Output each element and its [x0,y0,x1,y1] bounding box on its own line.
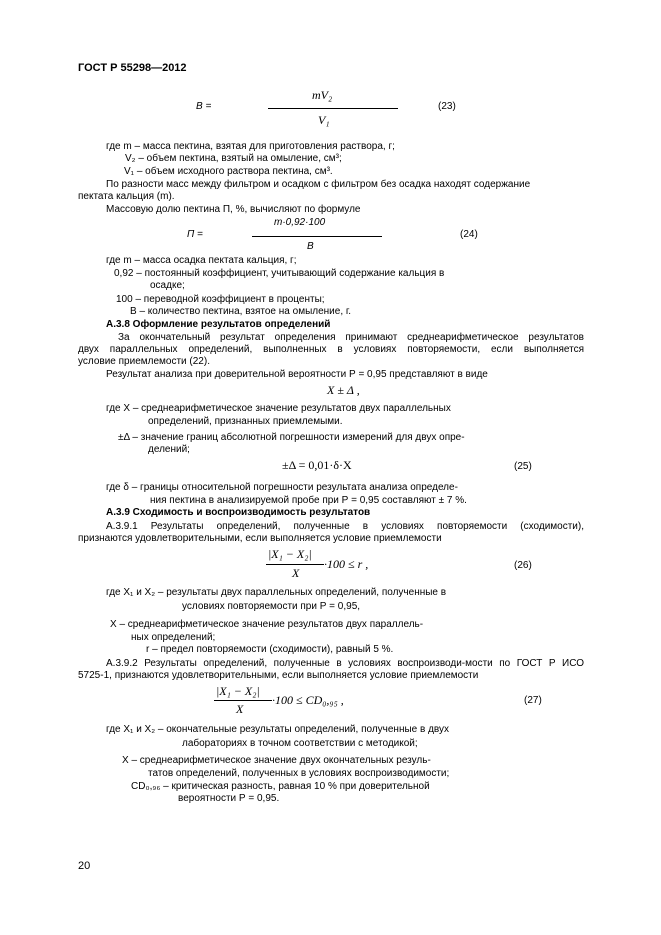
eq23-fraction-line [268,108,398,109]
result-formula: X ± Δ , [327,383,360,397]
eq26-where-line: X – среднеарифметическое значение результатов двух параллель- [110,619,424,630]
eq23-where-line: V₁ – объем исходного раствора пектина, см³. [124,166,333,177]
eq25-where-line: где δ – границы относительной погрешности результата анализа определе- [106,482,458,493]
eq26-where-line: r – предел повторяемости (сходимости), равный 5 %. [146,644,394,655]
paragraph-line: Результат анализа при доверительной вероятности Р = 0,95 представляют в виде [106,369,488,380]
eq26-fraction-line [266,564,324,565]
sec-a38-where-line: где X – среднеарифметическое значение результатов двух параллельных [106,403,451,414]
eq24-numerator: m·0,92·100 [274,217,326,228]
paragraph-line: 5725-1, признаются удовлетворительными, если выполняется условие приемлемости [78,670,479,681]
page-number: 20 [78,860,91,872]
eq27-where-line: вероятности Р = 0,95. [178,793,280,804]
eq23-where-line: V₂ – объем пектина, взятый на омыление, см³; [125,153,342,164]
eq24-denominator: В [307,241,314,252]
sec-a38-where-line: ±Δ – значение границ абсолютной погрешности измерений для двух опре- [118,432,465,443]
section-heading-a39: А.3.9 Сходимость и воспроизводимость результатов [106,507,371,518]
eq27-fraction-line [214,700,272,701]
document-header: ГОСТ Р 55298—2012 [78,62,187,74]
eq27-denominator: X [236,702,244,716]
eq26-where-line: условиях повторяемости при Р = 0,95, [182,601,361,612]
eq27-numerator: |X₁ − X₂| [216,684,260,698]
eq27-where-line: CD₀,₉₆ – критическая разность, равная 10 % при доверительной [131,781,430,792]
eq26-numerator: |X₁ − X₂| [268,547,312,561]
eq23-denominator: V₁ [318,113,330,127]
paragraph-line: По разности масс между фильтром и осадком с фильтром без осадка находят содержание [106,179,531,190]
sec-a38-where-line: делений; [148,444,190,455]
eq27-where-line: X – среднеарифметическое значение двух окончательных резуль- [122,755,431,766]
eq24-number: (24) [460,229,478,240]
eq26-where-line: где X₁ и X₂ – результаты двух параллельных определений, полученные в [106,587,447,598]
eq27-number: (27) [524,695,542,706]
eq23-numerator: mV₂ [312,88,333,102]
paragraph-line: Массовую долю пектина П, %, вычисляют по формуле [106,204,361,215]
section-heading-a38: А.3.8 Оформление результатов определений [106,319,331,330]
eq24-where-line: где m – масса осадка пектата кальция, г; [106,255,297,266]
eq26-number: (26) [514,560,532,571]
eq27-where-line: лабораториях в точном соответствии с методикой; [182,738,418,749]
eq26-rhs: ·100 ≤ r , [324,557,369,571]
eq24-fraction-line [252,236,382,237]
paragraph-line: пектата кальция (m). [78,191,175,202]
eq27-rhs: ·100 ≤ CD₀,₉₅ , [272,693,344,707]
eq24-where-line: осадке; [150,280,185,291]
paragraph-line: За окончательный результат определения принимают среднеарифметическое результатов [118,332,584,343]
eq25-where-line: ния пектина в анализируемой пробе при Р = 0,95 составляют ± 7 %. [150,495,467,506]
eq26-denominator: X [292,566,300,580]
eq25-formula: ±Δ = 0,01·δ·X [282,458,352,472]
eq23-number: (23) [438,101,456,112]
eq24-where-line: В – количество пектина, взятое на омыление, г. [130,306,352,317]
paragraph-line: условие приемлемости (22). [78,356,210,367]
eq24-where-line: 100 – переводной коэффициент в проценты; [116,294,325,305]
eq23-lhs: В = [196,101,212,112]
eq27-where-line: татов определений, полученных в условиях воспроизводимости; [148,768,450,779]
eq26-where-line: ных определений; [131,632,216,643]
eq24-where-line: 0,92 – постоянный коэффициент, учитывающий содержание кальция в [114,268,445,279]
eq24-lhs: П = [187,229,203,240]
sec-a38-where-line: определений, признанных приемлемыми. [148,416,343,427]
eq27-where-line: где X₁ и X₂ – окончательные результаты определений, полученные в двух [106,724,450,735]
eq25-number: (25) [514,461,532,472]
paragraph-line: А.3.9.2 Результаты определений, полученные в условиях воспроизводи-мости по ГОСТ Р ИСО [106,658,584,669]
paragraph-line: А.3.9.1 Результаты определений, полученные в условиях повторяемости (сходимости), [106,521,584,532]
paragraph-line: двух параллельных определений, выполненных в условиях повторяемости, если выполняется [78,344,584,355]
paragraph-line: признаются удовлетворительными, если выполняется условие приемлемости [78,533,442,544]
eq23-where-line: где m – масса пектина, взятая для приготовления раствора, г; [106,141,395,152]
